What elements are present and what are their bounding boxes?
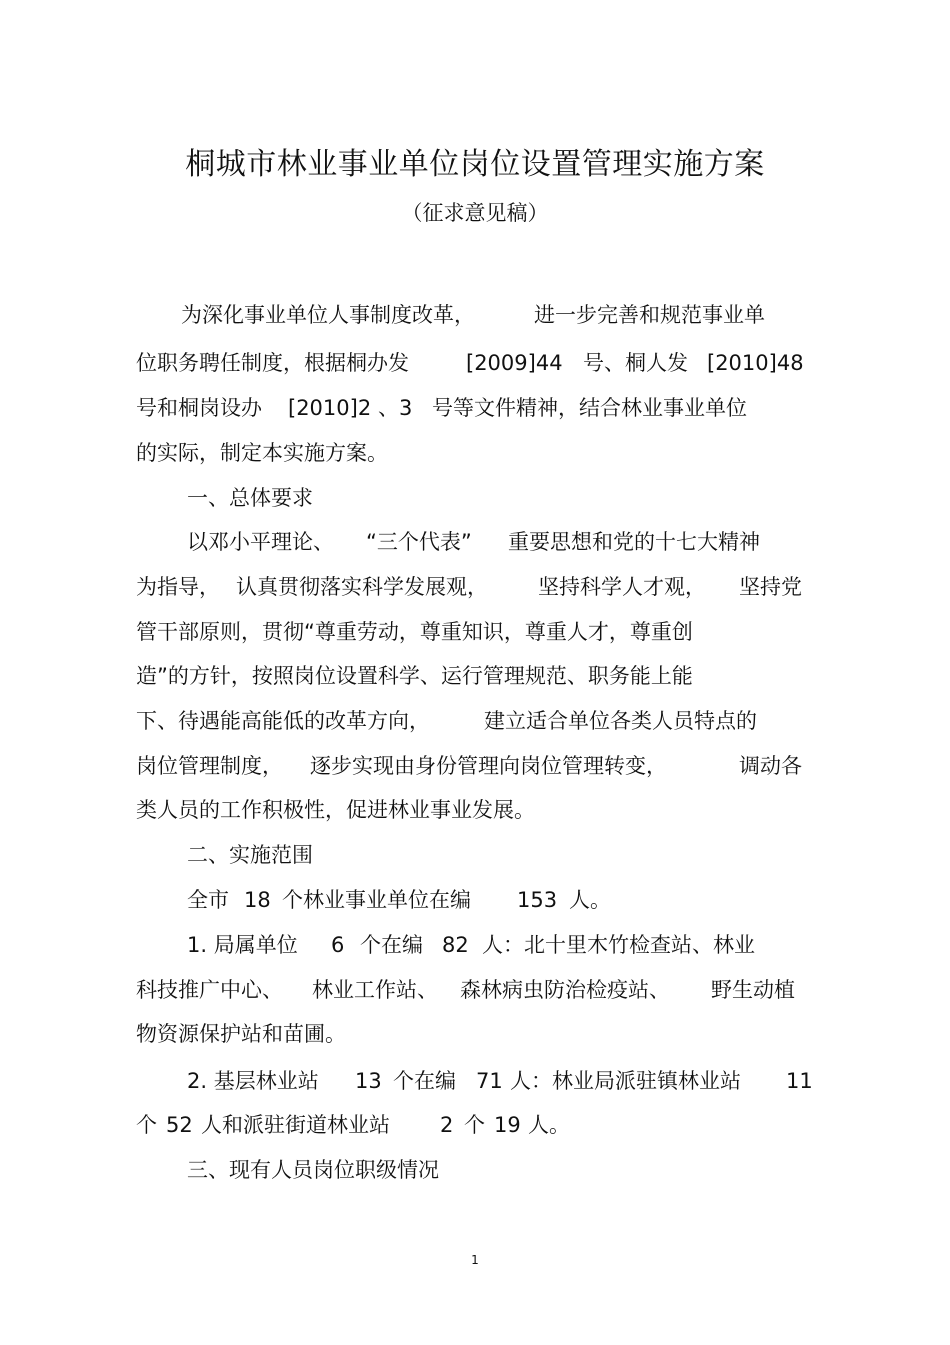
text-segment: 13 (355, 1069, 382, 1093)
body-line (0, 1066, 950, 1096)
body-line (0, 1110, 950, 1140)
text-segment: 坚持党 (739, 575, 802, 599)
text-segment: 为指导， (136, 575, 220, 599)
body-line (0, 661, 950, 691)
text-segment: 18 (244, 888, 271, 912)
text-segment: 71 (476, 1069, 503, 1093)
text-segment: 森林病虫防治检疫站、 (460, 978, 670, 1002)
text-segment: 人。 (528, 1113, 570, 1137)
text-segment: 2. 基层林业站 (187, 1069, 319, 1093)
body-line (0, 393, 950, 423)
text-segment: 以邓小平理论、 (187, 530, 334, 554)
body-line (0, 438, 950, 468)
body-line (0, 300, 950, 330)
text-segment: 野生动植 (711, 978, 795, 1002)
text-segment: 重要思想和党的十七大精神 (508, 530, 760, 554)
text-segment: “三个代表” (366, 530, 472, 554)
text-segment: 逐步实现由身份管理向岗位管理转变， (310, 754, 667, 778)
text-segment: 人。 (569, 888, 611, 912)
body-line (0, 930, 950, 960)
text-segment: 号、桐人发 (583, 351, 688, 375)
text-segment: 号等文件精神，结合林业事业单位 (432, 396, 747, 420)
page-number: 1 (471, 1253, 479, 1267)
text-segment: 三、现有人员岗位职级情况 (187, 1158, 439, 1182)
text-segment: 人和派驻街道林业站 (201, 1113, 390, 1137)
text-segment: 个林业事业单位在编 (282, 888, 471, 912)
text-segment: 人：林业局派驻镇林业站 (510, 1069, 741, 1093)
section-heading (0, 483, 950, 513)
text-segment: 52 (166, 1113, 193, 1137)
text-segment: 管干部原则，贯彻“尊重劳动，尊重知识，尊重人才，尊重创 (136, 620, 693, 644)
text-segment: 人：北十里木竹检查站、林业 (482, 933, 755, 957)
text-segment: 全市 (187, 888, 229, 912)
text-segment: 153 (517, 888, 558, 912)
text-segment: 6 (331, 933, 345, 957)
document-subtitle: （征求意见稿） (401, 201, 549, 225)
text-segment: 一、总体要求 (187, 486, 313, 510)
text-segment: 林业工作站、 (312, 978, 438, 1002)
text-segment: 建立适合单位各类人员特点的 (484, 709, 757, 733)
text-segment: [2010]2 (288, 396, 372, 420)
body-line (0, 1019, 950, 1049)
text-segment: 岗位管理制度， (136, 754, 283, 778)
body-line (0, 751, 950, 781)
text-segment: 二、实施范围 (187, 843, 313, 867)
text-segment: 、3 (378, 396, 413, 420)
text-segment: 个 (136, 1113, 157, 1137)
text-segment: 物资源保护站和苗圃。 (136, 1022, 346, 1046)
body-line (0, 885, 950, 915)
text-segment: 下、待遇能高能低的改革方向， (136, 709, 430, 733)
text-segment: 位职务聘任制度，根据桐办发 (136, 351, 409, 375)
text-segment: 的实际，制定本实施方案。 (136, 441, 388, 465)
body-line (0, 527, 950, 557)
text-segment: 为深化事业单位人事制度改革， (181, 303, 475, 327)
text-segment: 认真贯彻落实科学发展观， (236, 575, 488, 599)
text-segment: 1. 局属单位 (187, 933, 298, 957)
section-heading (0, 1155, 950, 1185)
text-segment: 坚持科学人才观， (538, 575, 706, 599)
text-segment: 科技推广中心、 (136, 978, 283, 1002)
text-segment: 个在编 (393, 1069, 456, 1093)
text-segment: 个 (464, 1113, 485, 1137)
body-line (0, 572, 950, 602)
body-line (0, 706, 950, 736)
text-segment: 造”的方针，按照岗位设置科学、运行管理规范、职务能上能 (136, 664, 693, 688)
text-segment: 类人员的工作积极性，促进林业事业发展。 (136, 798, 535, 822)
text-segment: 82 (442, 933, 469, 957)
text-segment: 调动各 (739, 754, 802, 778)
section-heading (0, 840, 950, 870)
text-segment: 进一步完善和规范事业单 (534, 303, 765, 327)
text-segment: [2010]48 (707, 351, 804, 375)
body-line (0, 795, 950, 825)
text-segment: 11 (786, 1069, 813, 1093)
text-segment: [2009]44 (466, 351, 563, 375)
body-line (0, 348, 950, 378)
text-segment: 个在编 (360, 933, 423, 957)
body-line (0, 975, 950, 1005)
text-segment: 号和桐岗设办 (136, 396, 262, 420)
document-title: 桐城市林业事业单位岗位设置管理实施方案 (185, 147, 765, 182)
text-segment: 19 (494, 1113, 521, 1137)
body-line (0, 617, 950, 647)
text-segment: 2 (440, 1113, 454, 1137)
